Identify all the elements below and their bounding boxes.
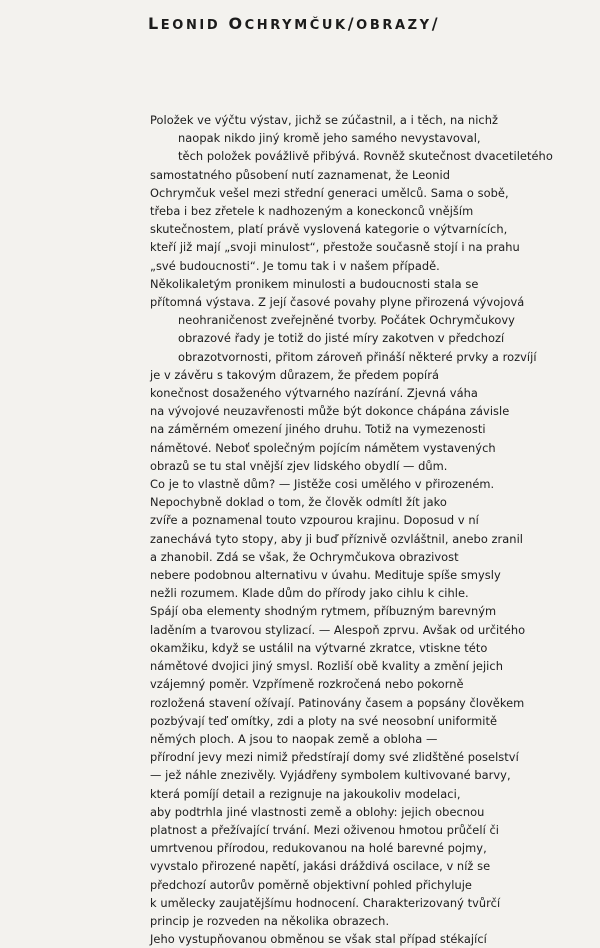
text-line: třeba i bez zřetele k nadhozeným a koneckonců vnějším [150,204,474,219]
text-line: Ochrymčuk vešel mezi střední generaci umělců. Sama o sobě, [150,185,509,200]
text-line: Položek ve výčtu výstav, jichž se zúčastnil, a i těch, na nichž [150,113,499,127]
text-line: na záměrném omezení jiného druhu. Totiž na vymezenosti [150,422,486,437]
page-title: LEONID OCHRYMČUK/OBRAZY/ [148,14,441,33]
text-line: němých ploch. A jsou to naopak země a obloha — [150,731,438,746]
text-line: přítomná výstava. Z její časové povahy plyne přirozená vývojová [150,295,525,310]
text-line: konečnost dosaženého výtvarného nazírání. Zjevná váha [150,386,478,401]
text-line: zvíře a poznamenal touto vzpourou krajinu. Doposud v ní [150,513,479,528]
text-line: těch položek povážlivě přibývá. Rovněž skutečnost dvacetiletého [178,149,553,164]
text-line: samostatného působení nutí zaznamenat, že Leonid [150,167,451,182]
text-line: princip je rozveden na několika obrazech. [150,913,390,928]
text-line: která pomíjí detail a rezignuje na jakoukoliv modelaci, [150,786,461,801]
text-line: aby podtrhla jiné vlastnosti země a oblohy: jejich obecnou [150,804,485,819]
text-line: nežli rozumem. Klade dům do přírody jako cihlu k cihle. [150,586,469,601]
text-line: Spájí oba elementy shodným rytmem, příbuzným barevným [150,604,497,619]
text-line: — jež náhle znezivěly. Vyjádřeny symbolem kultivované barvy, [150,768,511,783]
text-line: předchozí autorův poměrně objektivní pohled přichyluje [150,877,472,892]
text-line: k umělecky zaujatějšímu hodnocení. Charakterizovaný tvůrčí [150,895,501,910]
text-line: na vývojové neuzavřenosti může být dokonce chápána závisle [150,404,510,419]
text-line: vzájemný poměr. Vzpřímeně rozkročená nebo pokorně [150,677,464,692]
text-line: rozložená stavení ožívají. Patinovány časem a popsány člověkem [150,695,525,710]
text-line: laděním a tvarovou stylizací. — Alespoň zprvu. Avšak od určitého [150,622,526,637]
article-body [150,111,570,948]
text-line: vyvstalo přirozené napětí, jakási dráždivá oscilace, v níž se [150,859,491,874]
text-line: kteří již mají „svoji minulost“, přestože současně stojí i na prahu [150,240,520,255]
text-line: Co je to vlastně dům? — Jistěže cosi umělého v přirozeném. [150,477,495,492]
text-line: Několikaletým pronikem minulosti a budoucnosti stala se [150,276,479,291]
text-line: obrazové řady je totiž do jisté míry zakotven v předchozí [178,331,505,346]
text-line: „své budoucnosti“. Je tomu tak i v našem případě. [150,258,440,273]
text-line: je v závěru s takovým důrazem, že předem popírá [150,367,440,382]
text-line: zanechává tyto stopy, aby ji buď příznivě ozvláštnil, anebo zranil [150,531,524,546]
text-line: námětové dvojici jiný smysl. Rozliší obě kvality a změní jejich [150,659,503,674]
text-line: obrazů se tu stal vnější zjev lidského obydlí — dům. [150,458,448,473]
text-line: obrazotvornosti, přitom zároveň přináší některé prvky a rozvíjí [178,349,537,364]
text-line: a zhanobil. Zdá se však, že Ochrymčukova obrazivost [150,549,459,564]
text-line: platnost a přežívající trvání. Mezi oživenou hmotou průčelí či [150,822,499,837]
text-line: Jeho vystupňovanou obměnou se však stal případ stékající [150,932,487,947]
text-line: námětové. Neboť společným pojícím námětem vystavených [150,440,496,455]
text-line: okamžiku, když se ustálil na výtvarné zkratce, vtiskne této [150,640,488,655]
text-line: umrtvenou přírodou, redukovanou na holé barevné pojmy, [150,841,487,856]
text-line: přírodní jevy mezi nimiž předstírají domy své zlidštěné poselství [150,750,519,765]
text-line: neohraničenost zveřejněné tvorby. Počátek Ochrymčukovy [178,313,515,328]
text-line: skutečnostem, platí právě vyslovená kategorie o výtvarnících, [150,222,508,237]
text-line: nebere podobnou alternativu v úvahu. Medituje spíše smysly [150,568,501,583]
text-line: pozbývají teď omítky, zdi a ploty na své neosobní uniformitě [150,713,498,728]
text-line: naopak nikdo jiný kromě jeho samého nevystavoval, [178,131,481,146]
text-line: Nepochybně doklad o tom, že člověk odmítl žít jako [150,495,447,510]
